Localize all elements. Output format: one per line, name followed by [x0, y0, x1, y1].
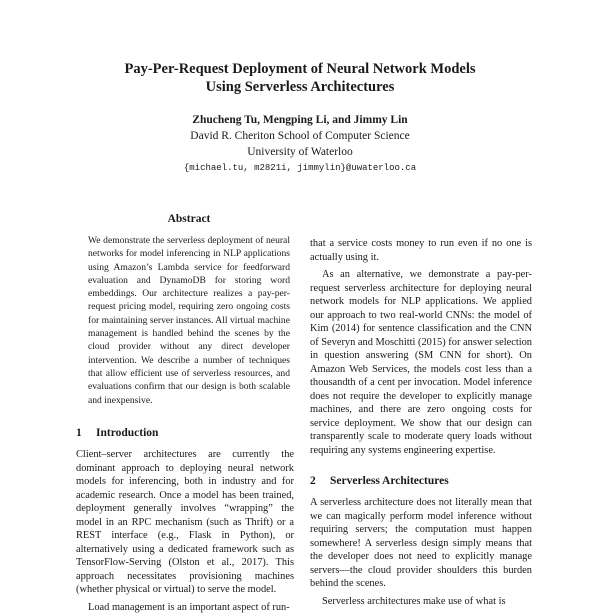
affiliation: David R. Cheriton School of Computer Science: [0, 128, 600, 144]
section-title: Serverless Architectures: [330, 475, 449, 487]
section-number: 1: [76, 426, 96, 440]
right-column-text: [310, 237, 532, 457]
continued-paragraph: that a service costs money to run even if no one is actually using it.: [310, 237, 532, 264]
author-email: {michael.tu, m2821i, jimmylin}@uwaterloo.ca: [0, 160, 600, 176]
section-number: 2: [310, 474, 330, 488]
abstract-section: [88, 212, 290, 407]
section-title: Introduction: [96, 427, 158, 439]
serverless-paragraph-1: A serverless architecture does not literally mean that we can magically perform model inference without requiring servers; the computation must happen somewhere! A serverless design simply means that the developer does not need to explicitly manage servers—the cloud provider shoulders this burden behind the scenes.: [310, 496, 532, 591]
introduction-heading: [76, 426, 294, 440]
author-names: Zhucheng Tu, Mengping Li, and Jimmy Lin: [0, 112, 600, 128]
serverless-paragraph-2: Serverless architectures make use of what is: [310, 595, 532, 609]
title-line-1: Pay-Per-Request Deployment of Neural Network Models: [0, 60, 600, 78]
author-block: [0, 112, 600, 176]
intro-paragraph-1: Client–server architectures are currently the dominant approach to deploying neural network models for inferencing, both in industry and for academic research. Once a model has been trained, deployment generally involves “wrapping” the model in an RPC mechanism (such as Thrift) or a REST interface (e.g., Flask in Python), or alternatively using a dedicated framework such as TensorFlow-Serving (Olston et al., 2017). This approach necessitates provisioning machines (whether physical or virtual) to serve the model.: [76, 448, 294, 597]
alternative-paragraph: As an alternative, we demonstrate a pay-per-request serverless architecture for deploying neural network models for NLP applications. We applied our approach to two real-world CNNs: the model of Kim (2014) for sentence classification and the CNN of Severyn and Moschitti (2015) for answer selection in question answering (SM CNN for short). On Amazon Web Services, the models cost less than a thousandth of a cent per invocation. Model inference does not require the developer to explicitly manage machines, and there are zero ongoing costs for service deployment. We show that our design can transparently scale to moderate query loads without requiring any systems engineering expertise.: [310, 268, 532, 457]
abstract-heading: Abstract: [88, 212, 290, 226]
paper-title: [0, 60, 600, 96]
abstract-text: We demonstrate the serverless deployment of neural networks for model inferencing in NLP applications using Amazon’s Lambda service for feedforward evaluation and DynamoDB for storing word embeddings. Our architecture realizes a pay-per-request pricing model, requiring zero ongoing costs for maintaining server instances. All virtual machine management is handled behind the scenes by the cloud provider without any direct developer intervention. We describe a number of techniques that allow efficient use of serverless resources, and evaluations confirm that our design is both scalable and inexpensive.: [88, 234, 290, 407]
serverless-section: [310, 462, 532, 608]
institution: University of Waterloo: [0, 144, 600, 160]
intro-paragraph-2: Load management is an important aspect of run-: [76, 601, 294, 614]
introduction-section: [76, 414, 294, 614]
title-line-2: Using Serverless Architectures: [0, 78, 600, 96]
serverless-heading: [310, 474, 532, 488]
